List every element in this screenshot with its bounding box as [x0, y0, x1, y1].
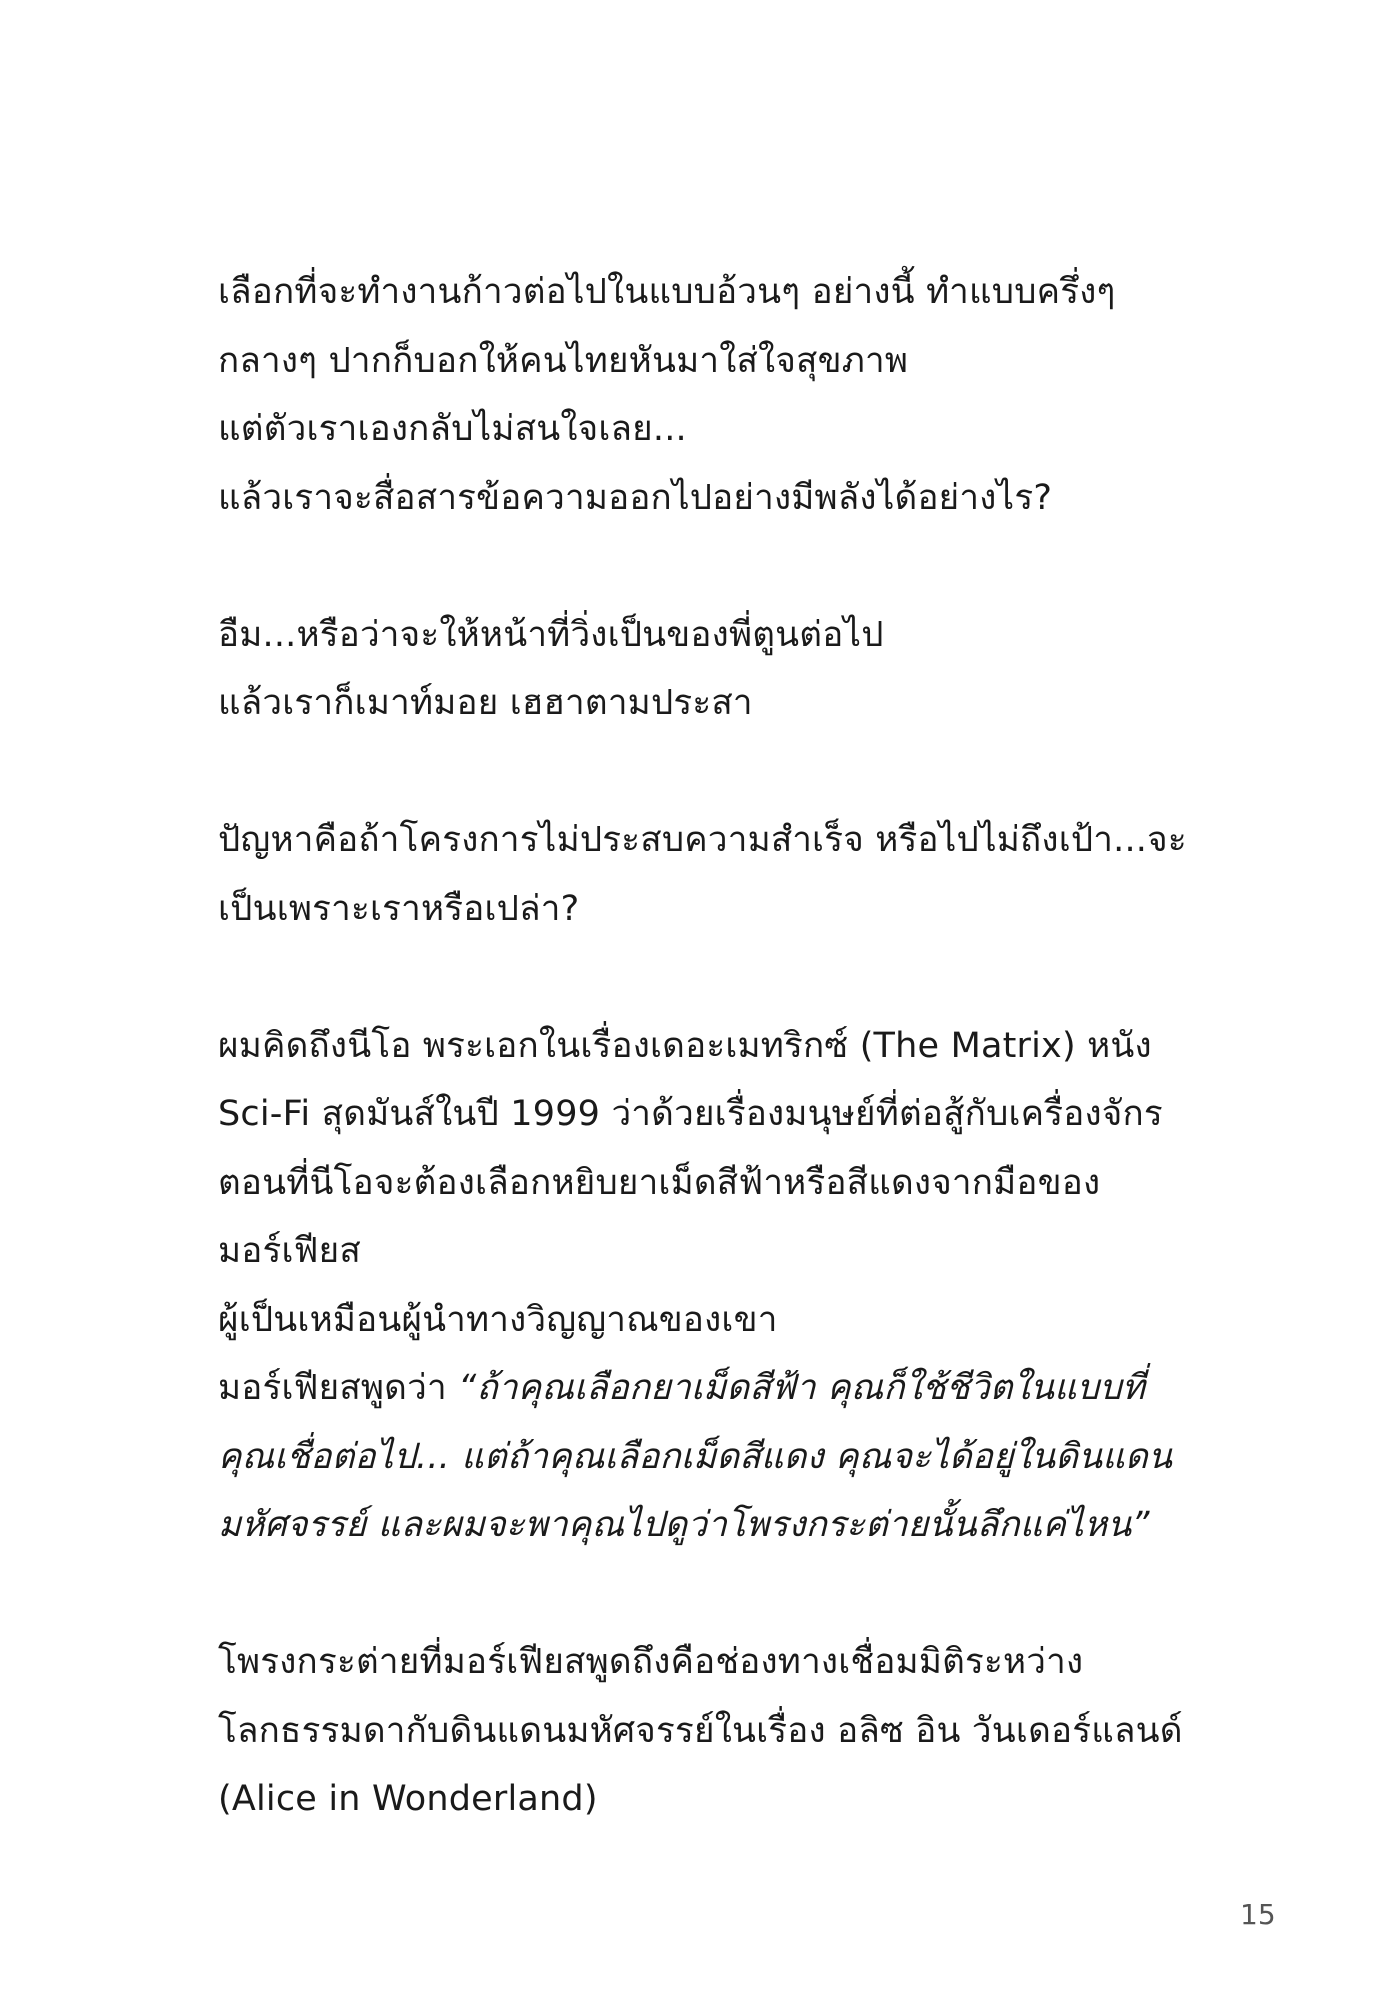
paragraph-2	[218, 601, 1228, 738]
quote-text: มหัศจรรย์ และผมจะพาคุณไปดูว่าโพรงกระต่ายนั้นลึกแค่ไหน”	[218, 1505, 1150, 1545]
text-line: ผมคิดถึงนีโอ พระเอกในเรื่องเดอะเมทริกซ์ (The Matrix) หนัง	[218, 1025, 1152, 1066]
text-line: เป็นเพราะเราหรือเปล่า?	[218, 888, 580, 929]
text-line: มอร์เฟียส	[218, 1231, 361, 1271]
paragraph-4	[218, 1012, 1228, 1560]
page-number: 15	[1240, 1898, 1276, 1931]
paragraph-5	[218, 1628, 1228, 1834]
paragraph-gap	[218, 943, 1228, 1012]
paragraph-gap	[218, 1560, 1228, 1629]
paragraph-1	[218, 258, 1228, 532]
text-line: แต่ตัวเราเองกลับไม่สนใจเลย...	[218, 409, 687, 449]
text-line: ตอนที่นีโอจะต้องเลือกหยิบยาเม็ดสีฟ้าหรือสีแดงจากมือของ	[218, 1162, 1101, 1203]
quote-intro: มอร์เฟียสพูดว่า	[218, 1368, 459, 1408]
text-line: อืม...หรือว่าจะให้หน้าที่วิ่งเป็นของพี่ตูนต่อไป	[218, 614, 884, 655]
text-line: (Alice in Wonderland)	[218, 1779, 598, 1819]
paragraph-gap	[218, 738, 1228, 807]
text-line: แล้วเราจะสื่อสารข้อความออกไปอย่างมีพลังได้อย่างไร?	[218, 477, 1053, 518]
text-line: ปัญหาคือถ้าโครงการไม่ประสบความสำเร็จ หรือไปไม่ถึงเป้า...จะ	[218, 820, 1187, 860]
text-line: Sci-Fi สุดมันส์ในปี 1999 ว่าด้วยเรื่องมนุษย์ที่ต่อสู้กับเครื่องจักร	[218, 1094, 1163, 1134]
text-line: กลางๆ ปากก็บอกให้คนไทยหันมาใส่ใจสุขภาพ	[218, 340, 909, 381]
text-line: โพรงกระต่ายที่มอร์เฟียสพูดถึงคือช่องทางเชื่อมมิติระหว่าง	[218, 1642, 1084, 1682]
paragraph-3	[218, 806, 1228, 943]
quote-line-first	[218, 1354, 1228, 1423]
quote-text: คุณเชื่อต่อไป... แต่ถ้าคุณเลือกเม็ดสีแดง คุณจะได้อยู่ในดินแดน	[218, 1436, 1173, 1477]
text-line: แล้วเราก็เมาท์มอย เฮฮาตามประสา	[218, 683, 753, 723]
text-line: โลกธรรมดากับดินแดนมหัศจรรย์ในเรื่อง อลิซ อิน วันเดอร์แลนด์	[218, 1710, 1183, 1751]
body-text	[218, 258, 1228, 1834]
paragraph-gap	[218, 532, 1228, 601]
text-line: เลือกที่จะทำงานก้าวต่อไปในแบบอ้วนๆ อย่างนี้ ทำแบบครึ่งๆ	[218, 272, 1116, 312]
quote-text: “ถ้าคุณเลือกยาเม็ดสีฟ้า คุณก็ใช้ชีวิตในแบบที่	[458, 1368, 1146, 1408]
text-line: ผู้เป็นเหมือนผู้นำทางวิญญาณของเขา	[218, 1299, 778, 1340]
